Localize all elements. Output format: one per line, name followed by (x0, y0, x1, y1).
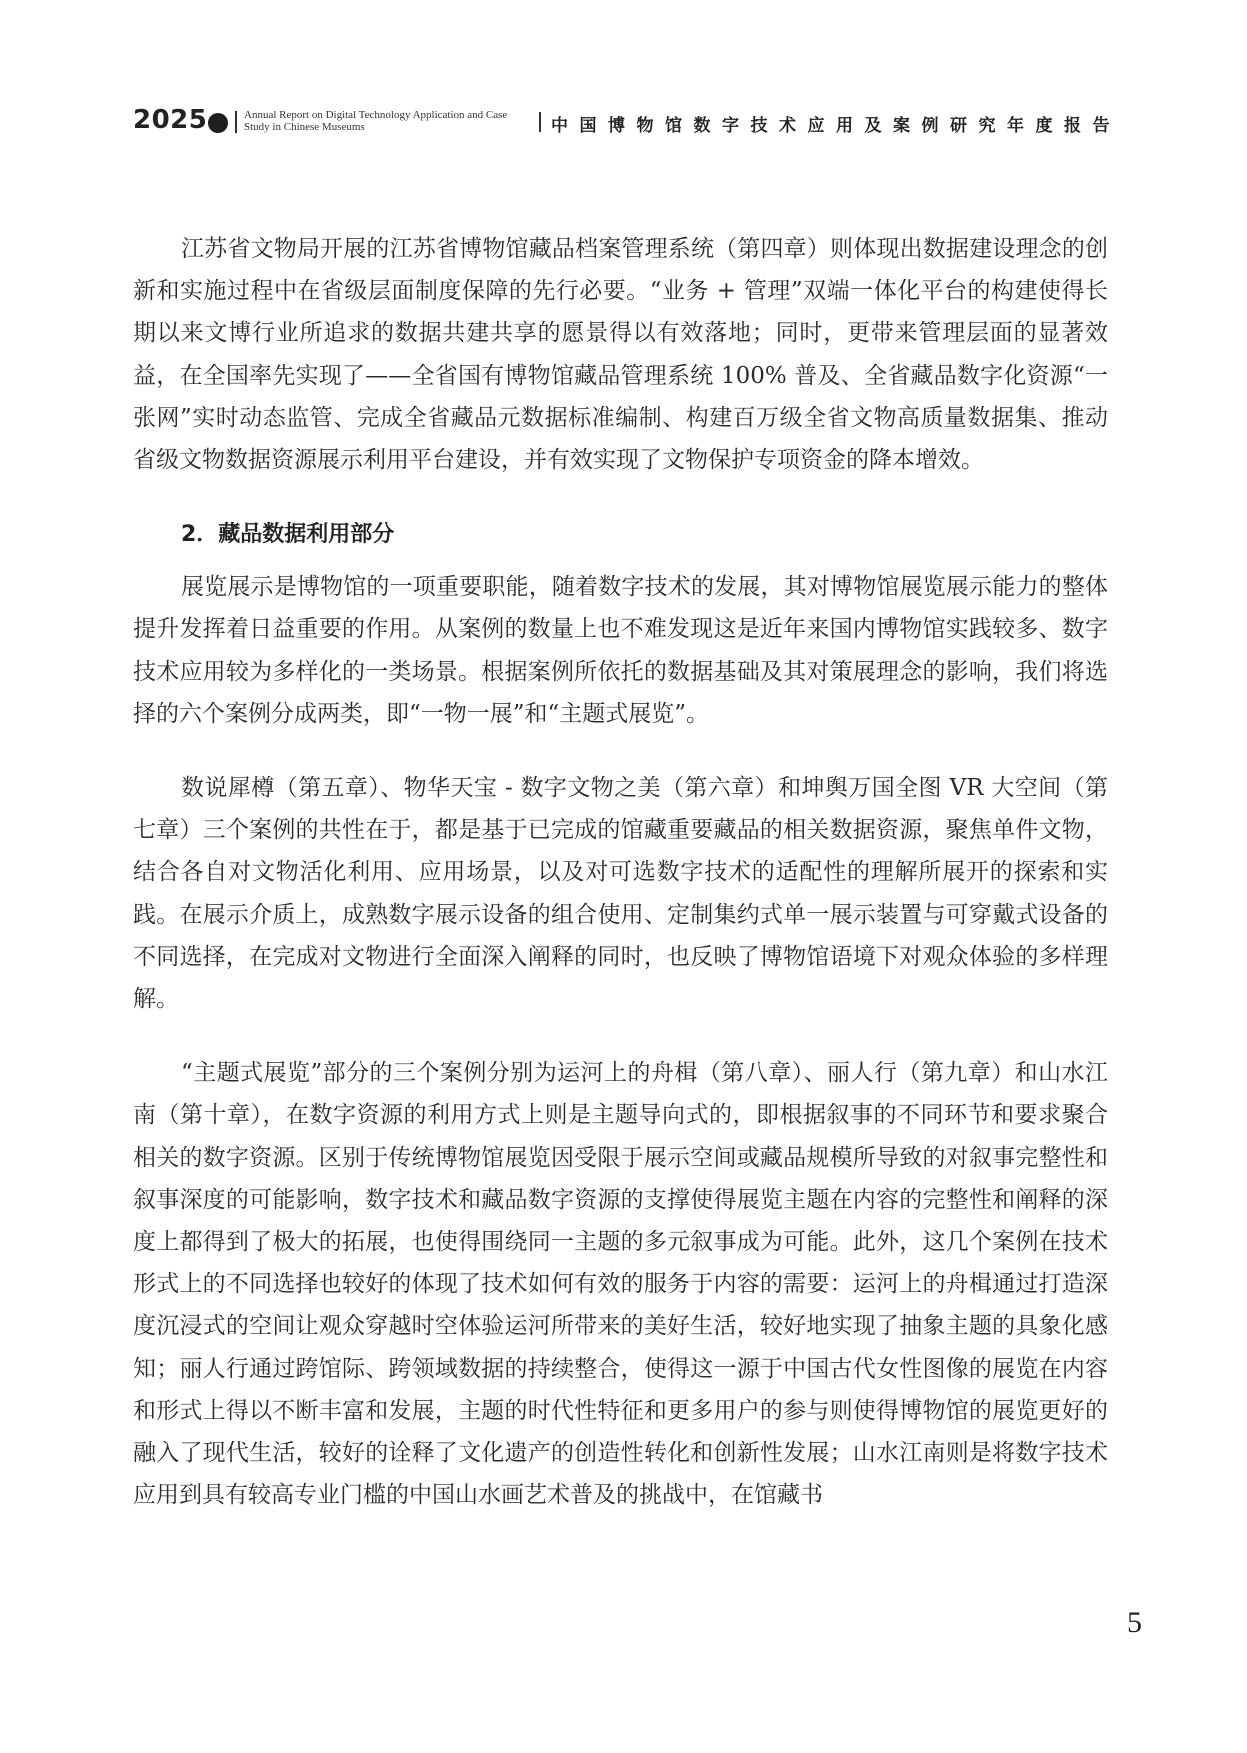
page-header (0, 0, 1247, 160)
body-paragraph: “主题式展览”部分的三个案例分别为运河上的舟楫（第八章）、丽人行（第九章）和山水江南（第十章），在数字资源的利用方式上则是主题导向式的，即根据叙事的不同环节和要求聚合相关的数字资源。区别于传统博物馆展览因受限于展示空间或藏品规模所导致的对叙事完整性和叙事深度的可能影响，数字技术和藏品数字资源的支撑使得展览主题在内容的完整性和阐释的深度上都得到了极大的拓展，也使得围绕同一主题的多元叙事成为可能。此外，这几个案例在技术形式上的不同选择也较好的体现了技术如何有效的服务于内容的需要：运河上的舟楫通过打造深度沉浸式的空间让观众穿越时空体验运河所带来的美好生活，较好地实现了抽象主题的具象化感知；丽人行通过跨馆际、跨领域数据的持续整合，使得这一源于中国古代女性图像的展览在内容和形式上得以不断丰富和发展，主题的时代性特征和更多用户的参与则使得博物馆的展览更好的融入了现代生活，较好的诠释了文化遗产的创造性转化和创新性发展；山水江南则是将数字技术应用到具有较高专业门槛的中国山水画艺术普及的挑战中，在馆藏书 (133, 1060, 1108, 1509)
body-paragraph: 江苏省文物局开展的江苏省博物馆藏品档案管理系统（第四章）则体现出数据建设理念的创新和实施过程中在省级层面制度保障的先行必要。“业务 + 管理”双端一体化平台的构建使得长期以来文博行业所追求的数据共建共享的愿景得以有效落地；同时，更带来管理层面的显著效益，在全国率先实现了——全省国有博物馆藏品管理系统 100% 普及、全省藏品数字化资源“一张网”实时动态监管、完成全省藏品元数据标准编制、构建百万级全省文物高质量数据集、推动省级文物数据资源展示利用平台建设，并有效实现了文物保护专项资金的降本增效。 (133, 236, 1108, 474)
body-paragraph: 展览展示是博物馆的一项重要职能，随着数字技术的发展，其对博物馆展览展示能力的整体提升发挥着日益重要的作用。从案例的数量上也不难发现这是近年来国内博物馆实践较多、数字技术应用较为多样化的一类场景。根据案例所依托的数据基础及其对策展理念的影响，我们将选择的六个案例分成两类，即“一物一展”和“主题式展览”。 (133, 574, 1108, 727)
black-dot-icon (208, 113, 228, 133)
body-paragraph: 数说犀樽（第五章）、物华天宝 - 数字文物之美（第六章）和坤舆万国全图 VR 大空间（第七章）三个案例的共性在于，都是基于已完成的馆藏重要藏品的相关数据资源，聚焦单件文物，结合各自对文物活化利用、应用场景，以及对可选数字技术的适配性的理解所展开的探索和实践。在展示介质上，成熟数字展示设备的组合使用、定制集约式单一展示装置与可穿戴式设备的不同选择，在完成对文物进行全面深入阐释的同时，也反映了博物馆语境下对观众体验的多样理解。 (133, 775, 1108, 1013)
header-divider (235, 111, 237, 133)
page-number: 5 (1127, 1606, 1142, 1639)
english-report-title: Annual Report on Digital Technology Application and Case Study in Chinese Museums (244, 109, 508, 133)
report-year: 2025 (133, 105, 208, 135)
header-divider (539, 112, 541, 132)
chinese-report-title: 中国博物馆数字技术应用及案例研究年度报告 (551, 116, 1121, 136)
page-body (133, 228, 1108, 1516)
section-heading: 2．藏品数据利用部分 (181, 522, 395, 548)
